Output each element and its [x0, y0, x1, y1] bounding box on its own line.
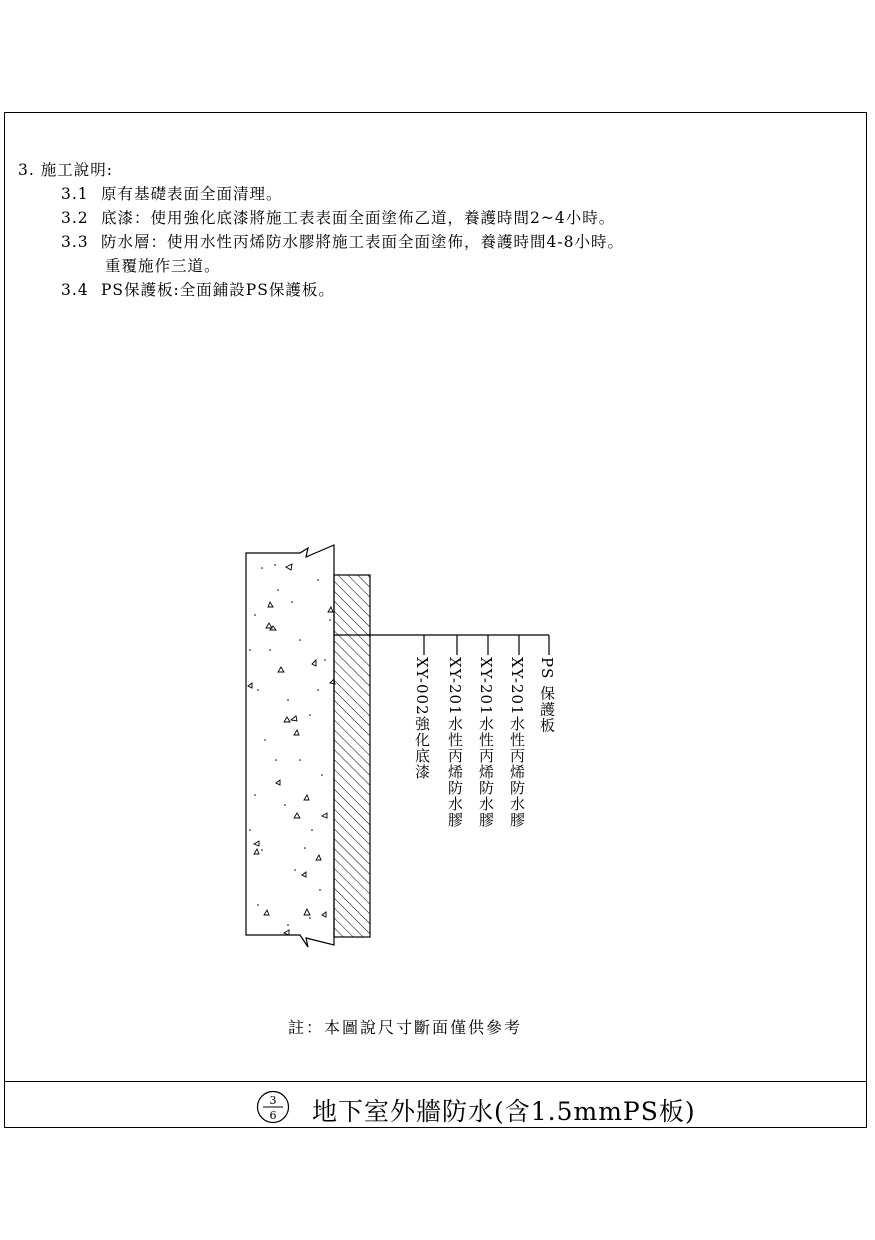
callout-primer: XY-002強化底漆	[413, 657, 431, 780]
footnote: 註：本圖說尺寸斷面僅供參考	[288, 1018, 523, 1037]
callout-membrane-3: XY-201水性丙烯防水膠	[508, 657, 526, 828]
callout-ps-board: PS 保護板	[538, 657, 556, 734]
concrete-wall	[246, 545, 334, 947]
note-text: PS保護板:全面鋪設PS保護板。	[101, 281, 335, 299]
drawing-title: 地下室外牆防水(含1.5mmPS板)	[312, 1097, 696, 1126]
callout-membrane-2: XY-201水性丙烯防水膠	[477, 657, 495, 828]
callout-membrane-1: XY-201水性丙烯防水膠	[446, 657, 464, 828]
notes-heading: 3. 施工說明:	[18, 161, 113, 179]
note-number: 3.2	[61, 209, 89, 227]
detail-badge	[256, 1090, 290, 1124]
badge-number-top: 3	[269, 1094, 277, 1107]
ps-protection-board	[334, 575, 370, 937]
note-continuation: 重覆施作三道。	[105, 257, 221, 275]
note-text: 原有基礎表面全面清理。	[101, 185, 283, 203]
badge-number-bottom: 6	[269, 1109, 277, 1122]
note-text: 防水層：使用水性丙烯防水膠將施工表面全面塗佈，養護時間4-8小時。	[101, 233, 624, 251]
note-number: 3.1	[61, 185, 89, 203]
note-number: 3.3	[61, 233, 89, 251]
note-number: 3.4	[61, 281, 89, 299]
note-text: 底漆：使用強化底漆將施工表表面全面塗佈乙道，養護時間2~4小時。	[101, 209, 616, 227]
